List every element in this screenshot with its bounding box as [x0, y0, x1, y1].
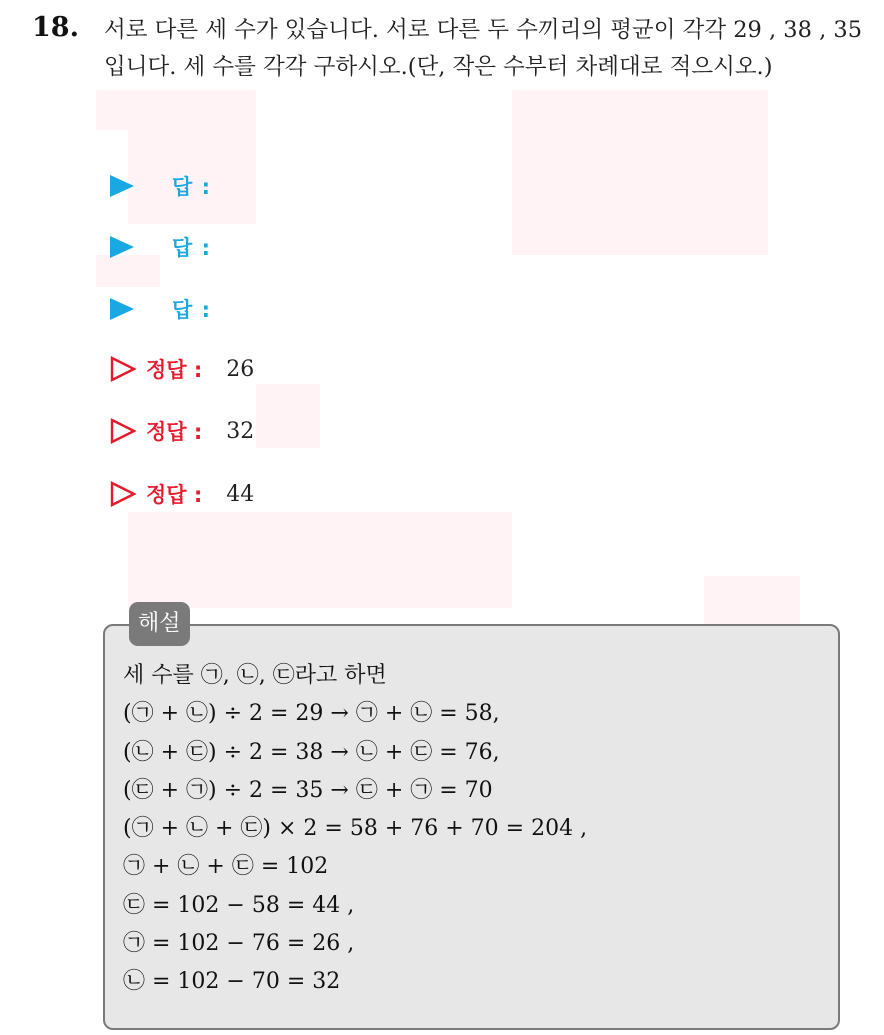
correct-answer-label: 정답 :	[146, 483, 203, 507]
answer-label: 답 :	[172, 236, 211, 260]
outline-triangle-icon	[110, 418, 136, 444]
play-triangle-icon	[110, 175, 134, 197]
correct-answer-value: 44	[226, 481, 255, 507]
background-blotch	[512, 90, 768, 255]
answer-label: 답 :	[172, 298, 211, 322]
explanation-line: ㉠ + ㉡ + ㉢ = 102	[123, 854, 329, 880]
outline-triangle-icon	[110, 356, 136, 382]
background-blotch	[704, 576, 800, 624]
play-triangle-icon	[110, 298, 134, 320]
answer-row[interactable]	[110, 291, 211, 327]
correct-answer-row	[110, 413, 254, 449]
correct-answer-label: 정답 :	[146, 358, 203, 382]
explanation-content	[123, 657, 823, 1002]
explanation-line: ㉡ = 102 − 70 = 32	[123, 969, 341, 995]
explanation-line: (㉡ + ㉢) ÷ 2 = 38 → ㉡ + ㉢ = 76,	[123, 739, 500, 765]
correct-answer-row	[110, 351, 254, 387]
correct-answer-row	[110, 476, 254, 512]
problem-number: 18.	[32, 12, 79, 43]
explanation-line: 세 수를 ㉠, ㉡, ㉢라고 하면	[123, 663, 387, 688]
explanation-line: (㉠ + ㉡) ÷ 2 = 29 → ㉠ + ㉡ = 58,	[123, 701, 500, 727]
explanation-tag: 해설	[129, 602, 190, 646]
answer-row[interactable]	[110, 168, 211, 204]
correct-answer-label: 정답 :	[146, 420, 203, 444]
background-blotch	[96, 90, 256, 130]
explanation-line: (㉠ + ㉡ + ㉢) × 2 = 58 + 76 + 70 = 204 ,	[123, 816, 588, 842]
explanation-line: (㉢ + ㉠) ÷ 2 = 35 → ㉢ + ㉠ = 70	[123, 777, 493, 803]
correct-answer-value: 32	[226, 418, 255, 444]
background-blotch	[128, 512, 512, 608]
outline-triangle-icon	[110, 481, 136, 507]
answer-row[interactable]	[110, 229, 211, 265]
explanation-line: ㉢ = 102 − 58 = 44 ,	[123, 892, 355, 918]
problem-text: 서로 다른 세 수가 있습니다. 서로 다른 두 수끼리의 평균이 각각 29 , 38 , 35 입니다. 세 수를 각각 구하시오.(단, 작은 수부터 차례대로 적으시오.)	[104, 17, 863, 80]
play-triangle-icon	[110, 236, 134, 258]
explanation-line: ㉠ = 102 − 76 = 26 ,	[123, 931, 355, 957]
answer-label: 답 :	[172, 175, 211, 199]
background-blotch	[256, 384, 320, 448]
correct-answer-value: 26	[226, 356, 255, 382]
